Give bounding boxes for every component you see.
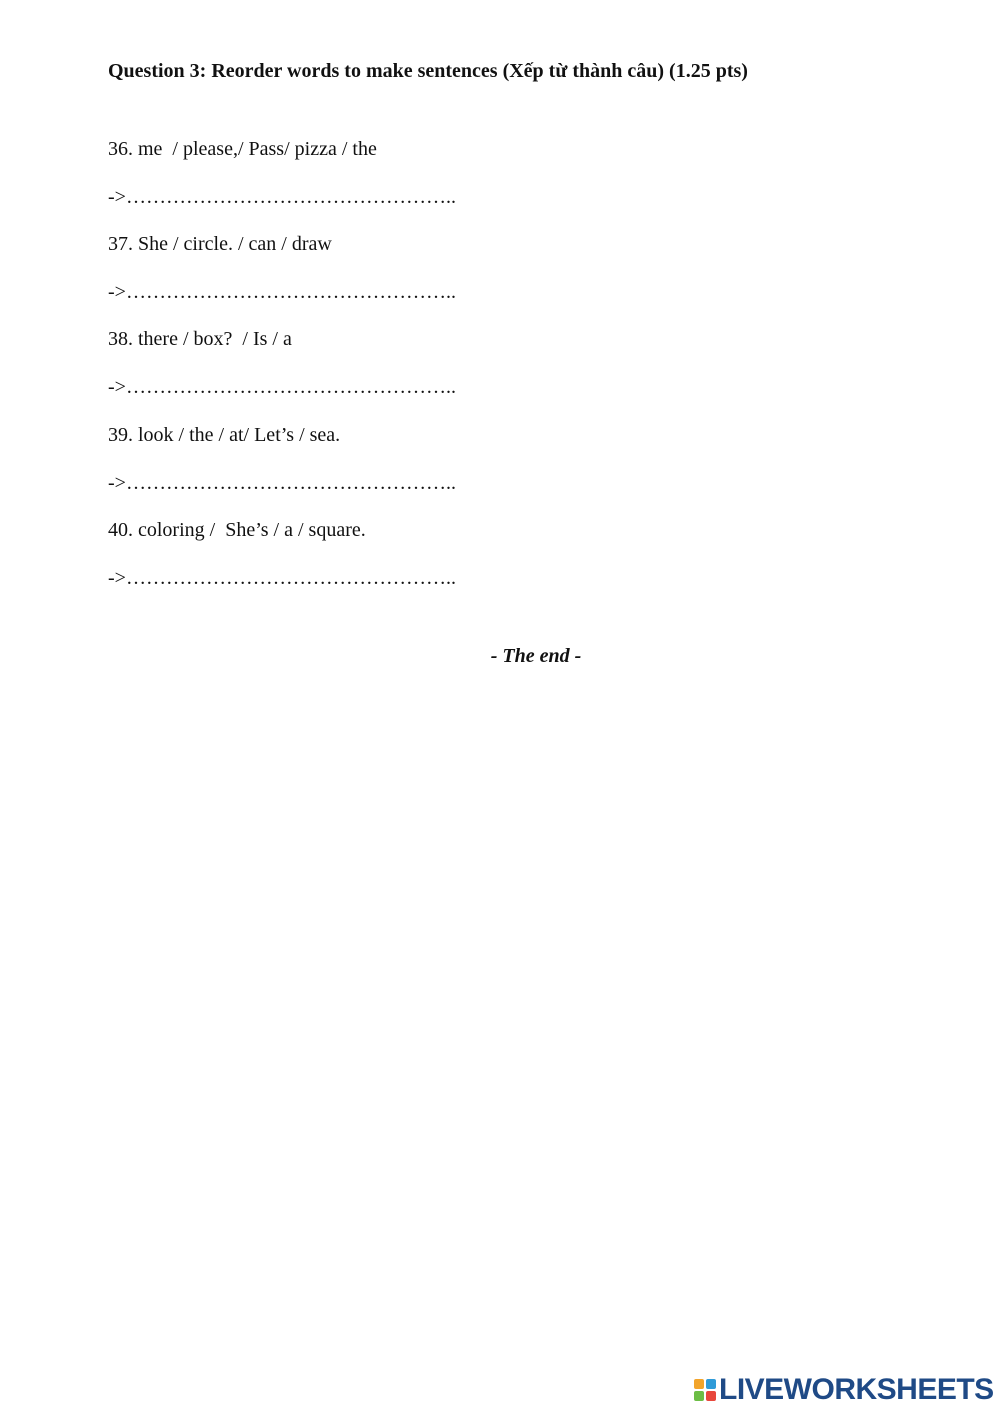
question-36-prompt: 36. me / please,/ Pass/ pizza / the xyxy=(108,138,377,160)
liveworksheets-logo xyxy=(694,1374,994,1406)
end-marker: - The end - xyxy=(490,645,582,667)
question-37-answer-line[interactable]: ->………………………………………….. xyxy=(108,281,456,303)
liveworksheets-logo-text: LIVEWORKSHEETS xyxy=(719,1373,994,1406)
question-38-answer-line[interactable]: ->………………………………………….. xyxy=(108,376,456,398)
question-39-prompt: 39. look / the / at/ Let’s / sea. xyxy=(108,424,341,446)
question-40-answer-line[interactable]: ->………………………………………….. xyxy=(108,567,456,589)
question-38-prompt: 38. there / box? / Is / a xyxy=(108,328,292,350)
question-36-answer-line[interactable]: ->………………………………………….. xyxy=(108,186,456,208)
question-39-answer-line[interactable]: ->………………………………………….. xyxy=(108,472,456,494)
question-37-prompt: 37. She / circle. / can / draw xyxy=(108,233,332,255)
question-40-prompt: 40. coloring / She’s / a / square. xyxy=(108,519,366,541)
question-heading: Question 3: Reorder words to make sentences (Xếp từ thành câu) (1.25 pts) xyxy=(108,60,748,82)
liveworksheets-logo-icon xyxy=(694,1379,716,1401)
